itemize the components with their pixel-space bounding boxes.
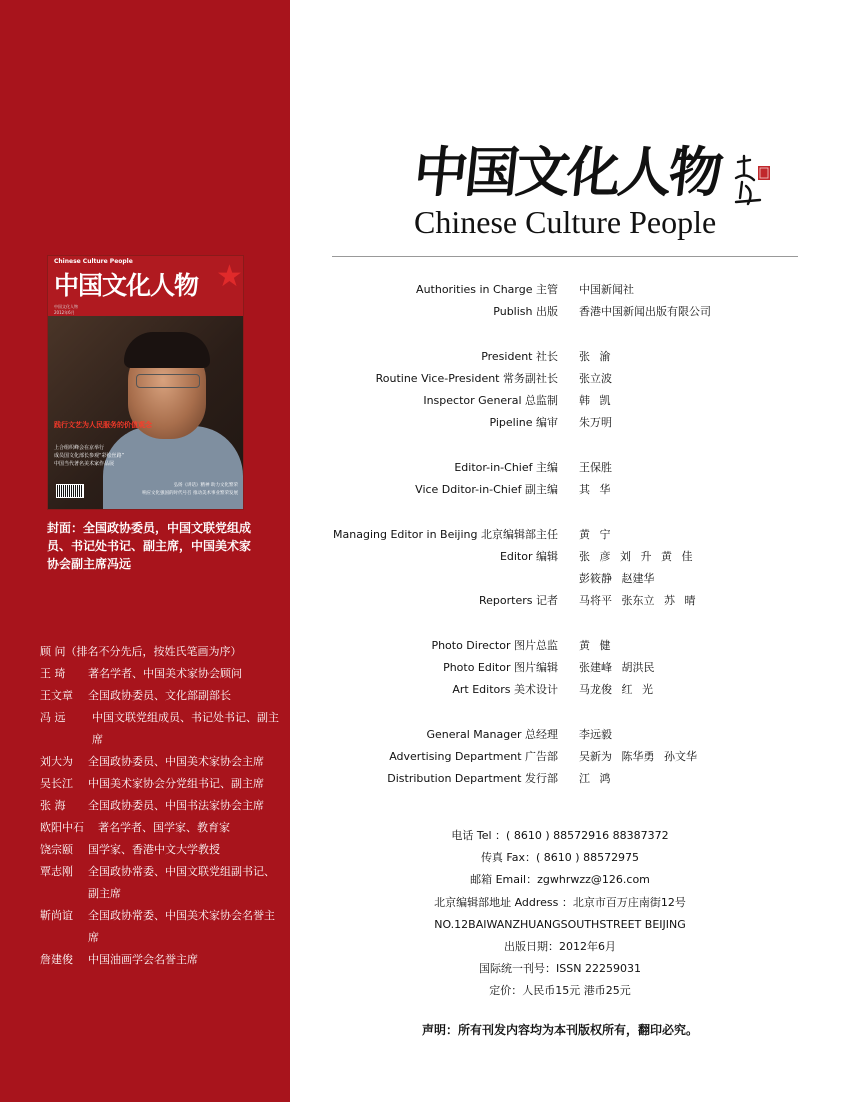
- masthead-row: Publish 出版 香港中国新闻出版有限公司: [493, 305, 711, 318]
- advisor-item: 王 琦 著名学者、中国美术家协会顾问: [40, 667, 242, 680]
- masthead-row: Photo Editor 图片编辑 张建峰 胡洪民: [443, 661, 655, 674]
- advisors-list: [40, 641, 280, 971]
- advisor-item: 覃志刚 全国政协常委、中国文联党组副书记、副主席: [40, 865, 275, 900]
- advisor-item: 靳尚谊 全国政协常委、中国美术家协会名誉主席: [40, 909, 275, 944]
- advisor-item: 饶宗颐 国学家、香港中文大学教授: [40, 843, 220, 856]
- calligraphy-signature-icon: [732, 152, 772, 210]
- contact-address-en: NO.12BAIWANZHUANGSOUTHSTREET BEIJING: [434, 917, 686, 931]
- masthead-row: Vice Dditor-in-Chief 副主编 其 华: [415, 483, 611, 496]
- contact-email: 邮箱 Email：zgwhrwzz@126.com: [470, 873, 650, 887]
- advisors-title: 顾 问（排名不分先后，按姓氏笔画为序）: [40, 645, 242, 658]
- masthead-row: Pipeline 编审 朱万明: [489, 416, 612, 429]
- contact-address-cn: 北京编辑部地址 Address ：北京市百万庄南街12号: [434, 895, 686, 909]
- barcode-icon: [56, 484, 84, 498]
- masthead-row: Photo Director 图片总监 黄 健: [431, 639, 611, 652]
- cover-image: [47, 255, 244, 510]
- masthead-row: Authorities in Charge 主管 中国新闻社: [416, 283, 634, 296]
- cover-bottom-lines: 弘扬《讲话》精神 助力文化繁荣 响应文化强国的时代号召 推动美术事业繁荣发展: [142, 483, 238, 496]
- header-divider: [332, 256, 798, 257]
- cover-portrait-glasses: [136, 374, 200, 388]
- advisor-item: 吴长江 中国美术家协会分党组书记、副主席: [40, 777, 264, 790]
- issn: 国际统一刊号：ISSN 22259031: [479, 962, 641, 976]
- masthead: [330, 279, 830, 790]
- cover-caption: 封面：全国政协委员，中国文联党组成员、书记处书记、副主席，中国美术家协会副主席冯远: [47, 521, 252, 571]
- cover-small-title: Chinese Culture People: [54, 258, 133, 265]
- masthead-row: Editor 编辑 张 彦 刘 升 黄 佳: [499, 550, 693, 563]
- cover-portrait-hair: [124, 332, 210, 368]
- cover-sub-lines: 上合组织峰会在京举行 成员国文化部长参观“彩绘丝路” 中国当代著名美术家作品展: [54, 445, 125, 467]
- logo-english: Chinese Culture People: [414, 204, 717, 240]
- masthead-row: Distribution Department 发行部 江 鸿: [387, 772, 611, 785]
- contact-info: [380, 825, 740, 1003]
- advisor-item: 刘大为 全国政协委员、中国美术家协会主席: [40, 755, 264, 768]
- masthead-row: Art Editors 美术设计 马龙俊 红 光: [452, 683, 653, 696]
- masthead-row: Reporters 记者 马将平 张东立 苏 晴: [479, 594, 696, 607]
- masthead-row: Managing Editor in Beijing 北京编辑部主任 黄 宁: [333, 528, 611, 541]
- cover-headline: 践行文艺为人民服务的价值观念: [54, 421, 152, 429]
- contact-tel: 电话 Tel ：( 8610 ) 88572916 88387372: [451, 829, 669, 842]
- advisor-item: 王文章 全国政协委员、文化部副部长: [40, 689, 231, 702]
- advisor-item: 冯 远 中国文联党组成员、书记处书记、副主席: [40, 711, 279, 746]
- left-red-panel: [0, 0, 290, 1102]
- masthead-row: 彭筱静 赵建华: [579, 572, 655, 585]
- price: 定价：人民币15元 港币25元: [489, 984, 631, 998]
- masthead-row: General Manager 总经理 李远毅: [426, 728, 612, 741]
- advisor-item: 詹建俊 中国油画学会名誉主席: [40, 953, 198, 966]
- advisor-item: 欧阳中石 著名学者、国学家、教育家: [40, 821, 230, 834]
- star-icon: ★: [216, 259, 243, 294]
- advisor-item: 张 海 全国政协委员、中国书法家协会主席: [40, 799, 264, 812]
- masthead-row: Editor-in-Chief 主编 王保胜: [454, 461, 612, 474]
- masthead-row: Advertising Department 广告部 吴新为 陈华勇 孙文华: [389, 750, 697, 763]
- copyright-notice: 声明：所有刊发内容均为本刊版权所有，翻印必究。: [421, 1023, 698, 1037]
- publish-date: 出版日期：2012年6月: [504, 939, 616, 953]
- cover-title: 中国文化人物: [54, 271, 199, 300]
- masthead-row: Inspector General 总监制 韩 凯: [423, 394, 611, 407]
- masthead-row: Routine Vice-President 常务副社长 张立波: [375, 372, 612, 385]
- cover-issue: 中国文化人物 2012年6月: [54, 304, 78, 315]
- contact-fax: 传真 Fax：( 8610 ) 88572975: [480, 851, 640, 865]
- logo-chinese: 中国文化人物: [410, 140, 724, 204]
- masthead-row: President 社长 张 渝: [481, 350, 611, 363]
